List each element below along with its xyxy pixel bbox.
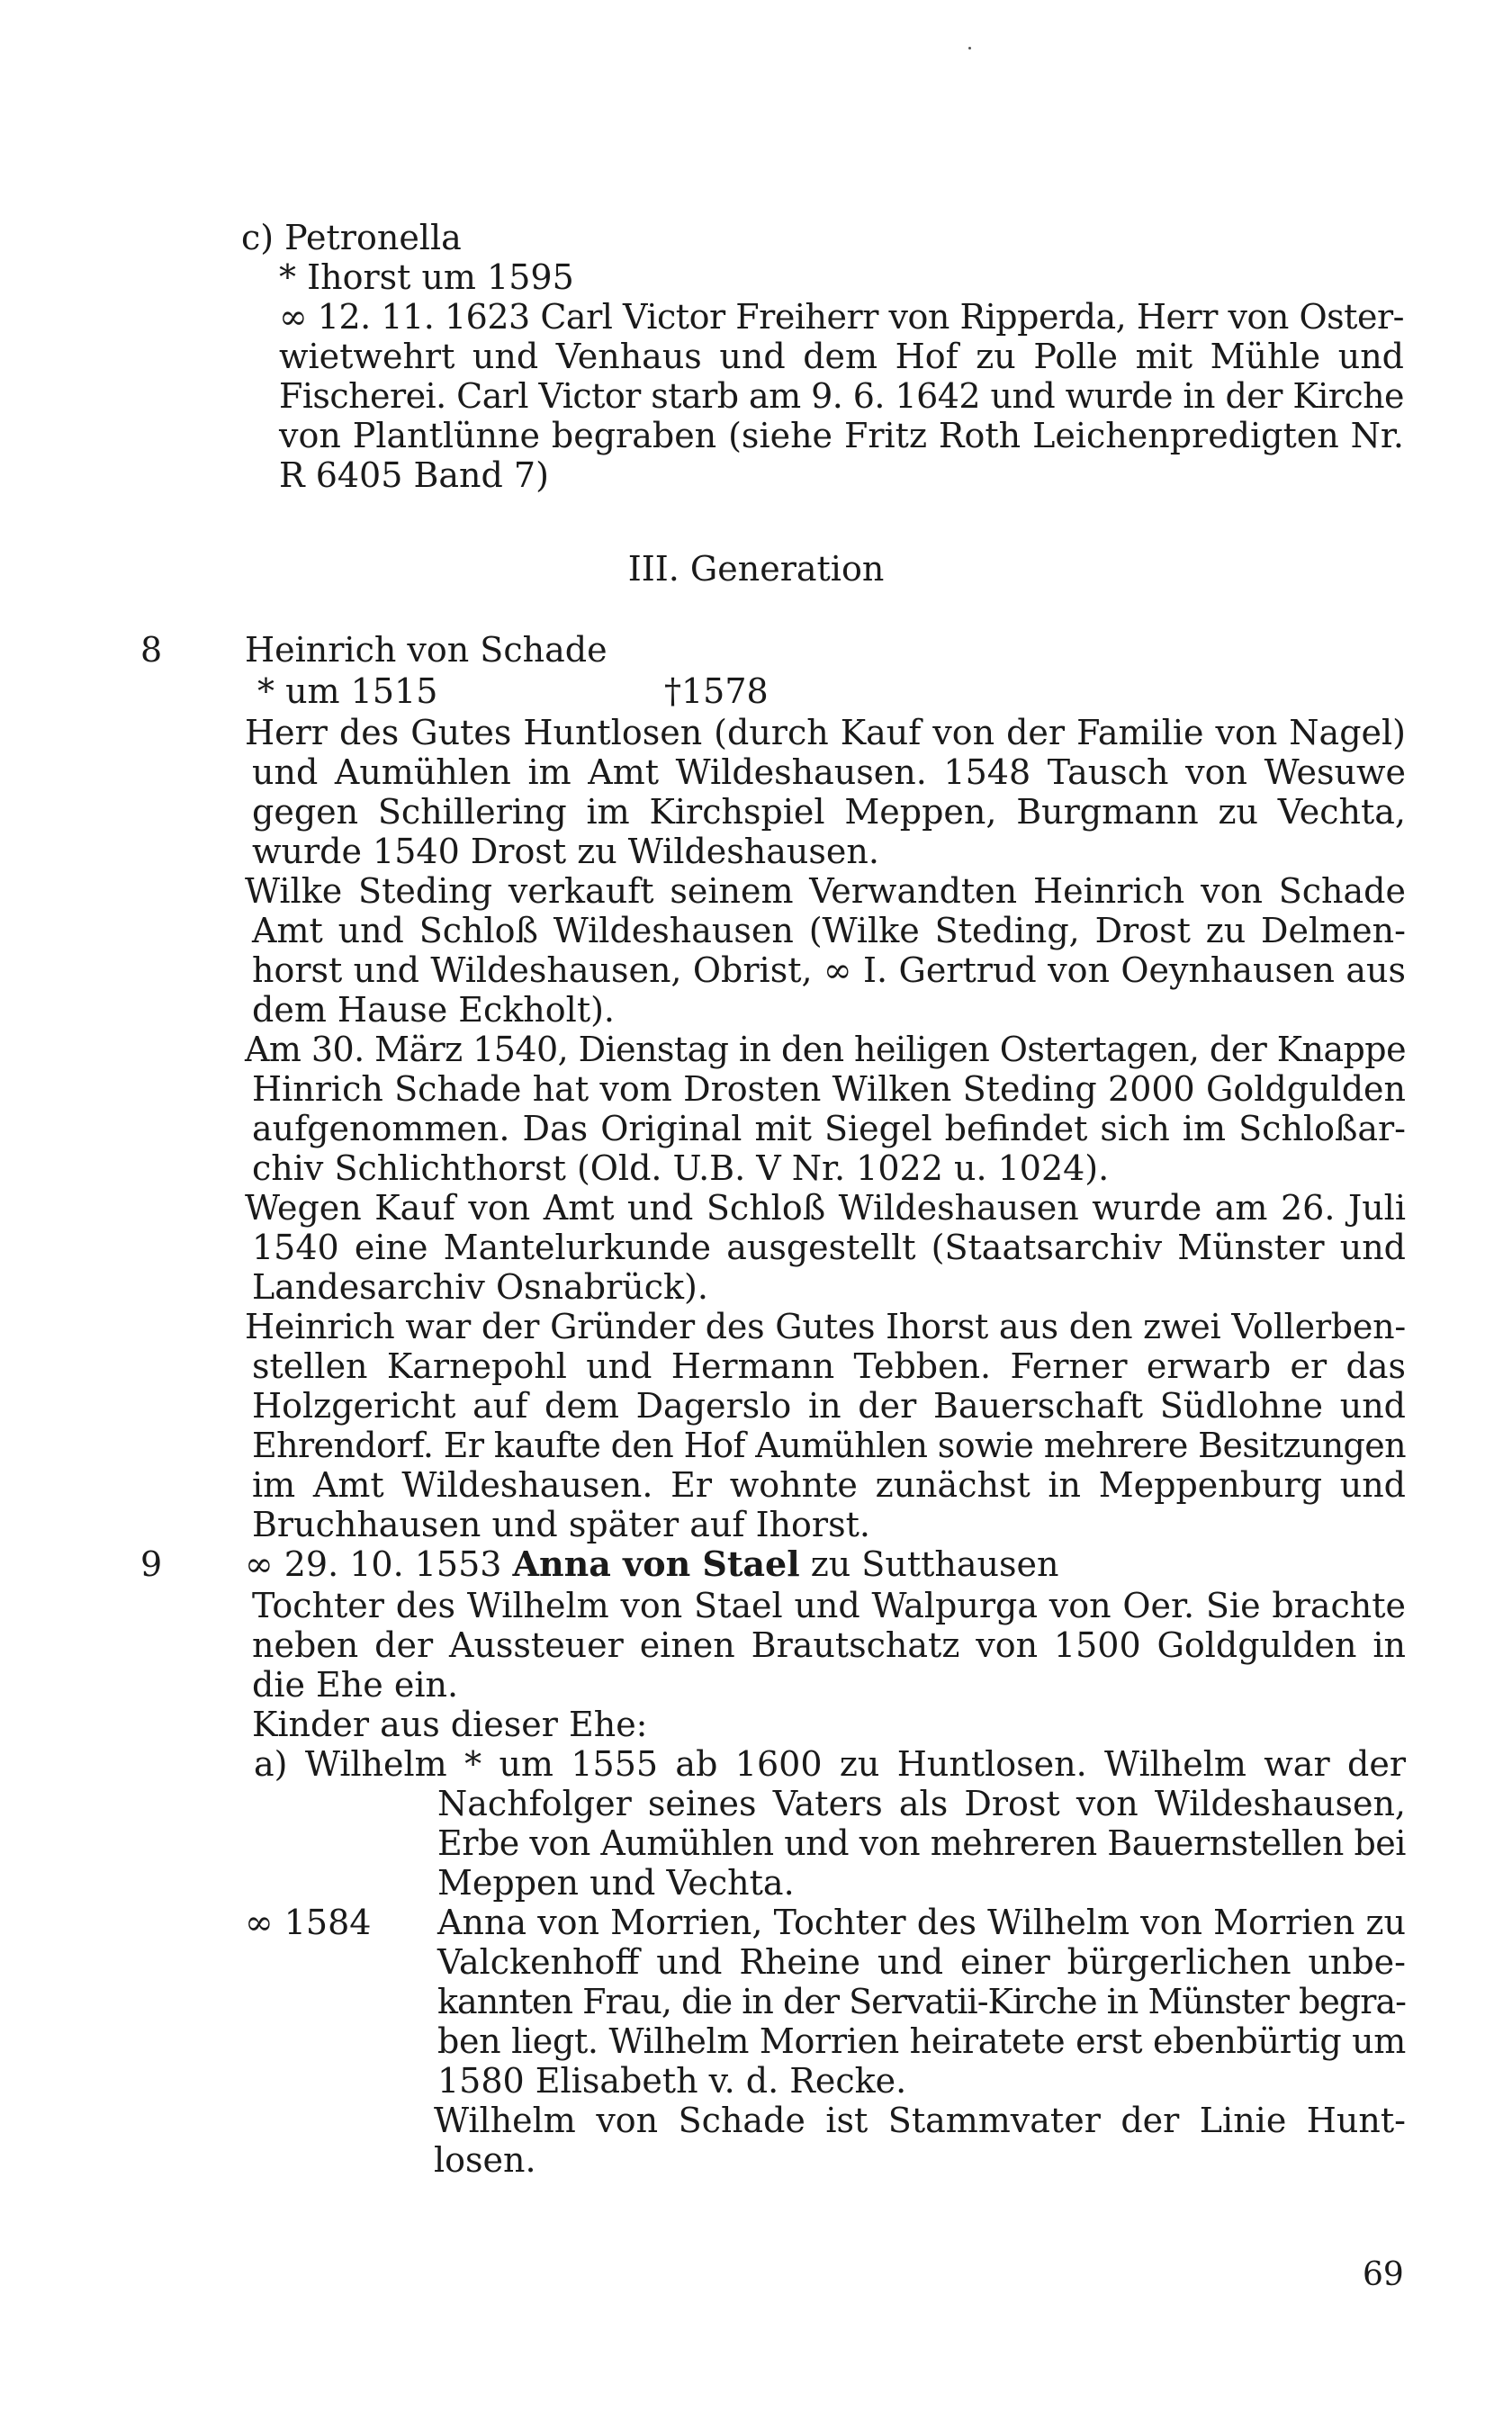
petronella-birth: * Ihorst um 1595 [279, 257, 574, 297]
entry8-line: chiv Schlichthorst (Old. U.B. V Nr. 1022 u. 1024). [252, 1148, 1110, 1188]
entry9-line: die Ehe ein. [252, 1665, 459, 1705]
entry8-line: Wegen Kauf von Amt und Schloß Wildeshausen wurde am 26. Juli [245, 1188, 1406, 1228]
petronella-label: c) Petronella [241, 218, 462, 257]
entry8-name: Heinrich von Schade [245, 630, 608, 670]
entry8-line: Amt und Schloß Wildeshausen (Wilke Steding, Drost zu Delmen- [252, 911, 1406, 950]
petronella-line: ∞ 12. 11. 1623 Carl Victor Freiherr von Ripperda, Herr von Oster- [279, 297, 1404, 337]
entry-number: 8 [140, 630, 163, 670]
entry8-line: Ehrendorf. Er kaufte den Hof Aumühlen sowie mehrere Besitzungen [252, 1426, 1406, 1465]
child-a-marriage-line: Valckenhoff und Rheine und einer bürgerlichen unbe- [437, 1942, 1406, 1982]
entry8-line: horst und Wildeshausen, Obrist, ∞ I. Gertrud von Oeynhausen aus [252, 950, 1406, 990]
entry-number: 9 [140, 1544, 163, 1584]
entry9-marriage-line [245, 1544, 1058, 1584]
entry8-line: Holzgericht auf dem Dagerslo in der Bauerschaft Südlohne und [252, 1386, 1406, 1426]
entry8-line: im Amt Wildeshausen. Er wohnte zunächst in Meppenburg und [252, 1465, 1406, 1505]
entry8-line: Hinrich Schade hat vom Drosten Wilken Steding 2000 Goldgulden [252, 1069, 1406, 1109]
child-a-line: Meppen und Vechta. [437, 1863, 795, 1903]
entry8-line: Landesarchiv Osnabrück). [252, 1267, 708, 1307]
child-a-marriage-line: ben liegt. Wilhelm Morrien heiratete erst ebenbürtig um [437, 2021, 1406, 2061]
page-number: 69 [1363, 2256, 1404, 2293]
entry9-line: neben der Aussteuer einen Brautschatz von 1500 Goldgulden in [252, 1625, 1406, 1665]
generation-heading: III. Generation [627, 549, 885, 589]
entry8-line: 1540 eine Mantelurkunde ausgestellt (Staatsarchiv Münster und [252, 1228, 1406, 1267]
entry8-line: dem Hause Eckholt). [252, 990, 615, 1030]
child-a-marriage-line: 1580 Elisabeth v. d. Recke. [437, 2061, 907, 2101]
entry8-line: Heinrich war der Gründer des Gutes Ihorst aus den zwei Vollerben- [245, 1307, 1406, 1346]
entry9-line: Kinder aus dieser Ehe: [252, 1705, 648, 1744]
child-a-marriage-label: ∞ 1584 [245, 1903, 372, 1942]
child-a-marriage-line: kannten Frau, die in der Servatii-Kirche in Münster begra- [437, 1982, 1406, 2021]
entry8-line: Bruchhausen und später auf Ihorst. [252, 1505, 870, 1544]
entry8-line: Herr des Gutes Huntlosen (durch Kauf von der Familie von Nagel) [245, 713, 1406, 752]
spouse-place: zu Sutthausen [799, 1544, 1059, 1584]
entry9-line: Tochter des Wilhelm von Stael und Walpurga von Oer. Sie brachte [252, 1586, 1406, 1625]
entry8-birth: * um 1515 [257, 671, 438, 711]
entry8-line: Wilke Steding verkauft seinem Verwandten Heinrich von Schade [245, 871, 1406, 911]
entry8-death: †1578 [664, 671, 769, 711]
child-a-marriage-line: Wilhelm von Schade ist Stammvater der Linie Hunt- [434, 2101, 1406, 2140]
petronella-line: R 6405 Band 7) [279, 455, 549, 495]
petronella-line: Fischerei. Carl Victor starb am 9. 6. 1642 und wurde in der Kirche [279, 376, 1404, 416]
entry8-line: und Aumühlen im Amt Wildeshausen. 1548 Tausch von Wesuwe [252, 752, 1406, 792]
spouse-name: Anna von Stael [512, 1544, 800, 1584]
child-a-line: Nachfolger seines Vaters als Drost von Wildeshausen, [437, 1784, 1406, 1823]
child-a-first-line: a) Wilhelm * um 1555 ab 1600 zu Huntlosen. Wilhelm war der [254, 1744, 1406, 1784]
child-a-marriage-line: Anna von Morrien, Tochter des Wilhelm von Morrien zu [437, 1903, 1406, 1942]
entry8-line: wurde 1540 Drost zu Wildeshausen. [252, 832, 879, 871]
entry8-line: gegen Schillering im Kirchspiel Meppen, Burgmann zu Vechta, [252, 792, 1406, 832]
scan-speck [968, 47, 971, 50]
petronella-line: von Plantlünne begraben (siehe Fritz Roth Leichenpredigten Nr. [279, 416, 1404, 455]
marriage-date: ∞ 29. 10. 1553 [245, 1544, 513, 1584]
petronella-line: wietwehrt und Venhaus und dem Hof zu Polle mit Mühle und [279, 337, 1404, 376]
child-a-line: Erbe von Aumühlen und von mehreren Bauernstellen bei [437, 1823, 1406, 1863]
entry8-line: aufgenommen. Das Original mit Siegel befindet sich im Schloßar- [252, 1109, 1406, 1148]
child-a-marriage-line: losen. [434, 2140, 536, 2180]
entry8-line: Am 30. März 1540, Dienstag in den heiligen Ostertagen, der Knappe [245, 1030, 1406, 1069]
entry8-line: stellen Karnepohl und Hermann Tebben. Ferner erwarb er das [252, 1346, 1406, 1386]
